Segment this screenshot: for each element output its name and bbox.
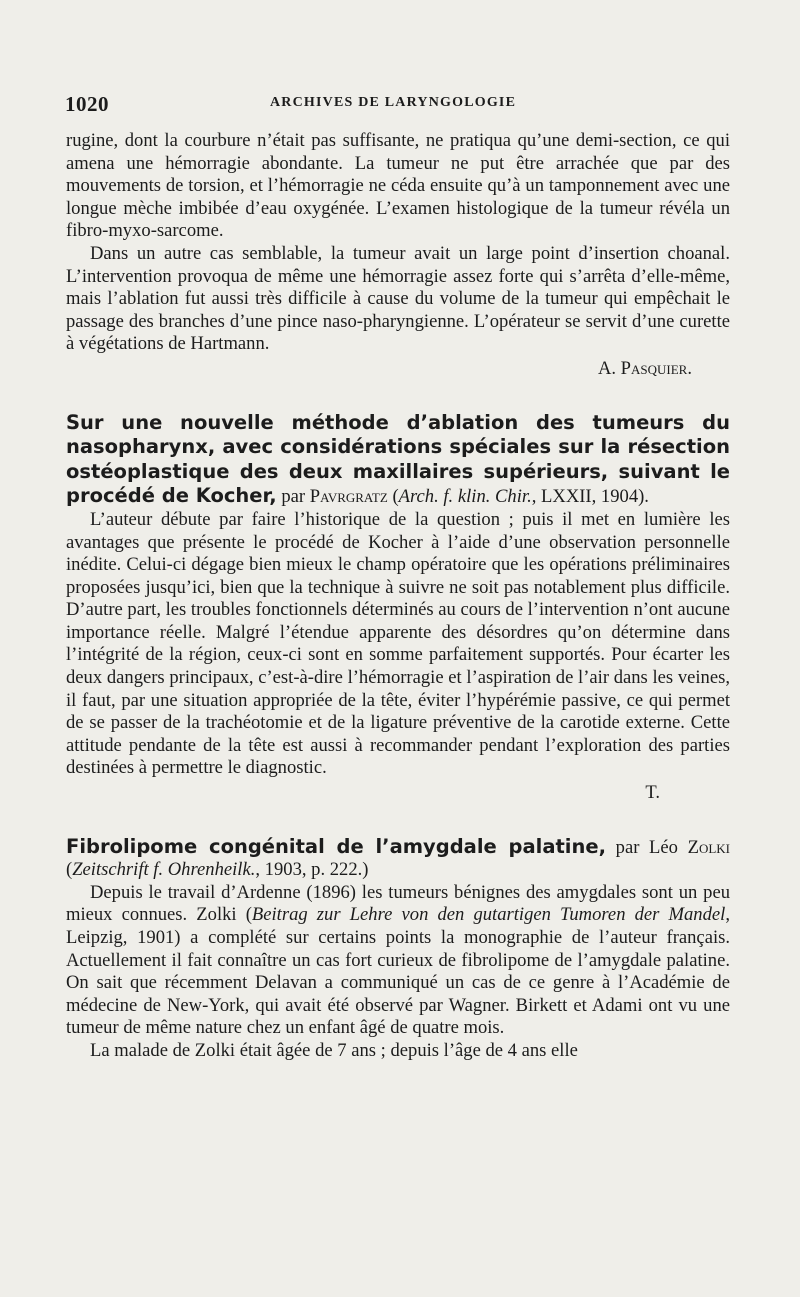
article-author: Pavrgratz [309,486,388,508]
section-gap [66,805,730,835]
paragraph-text: Depuis le travail d’Ardenne (1896) les tumeurs bénignes des amygdales sont un peu mieux connues. Zolki ( [66,881,730,926]
article-author: Zolki [687,836,731,858]
paragraph-text: , Leipzig, 1901) a complété sur certains points la monographie de l’auteur français. Actuellement il fait connaître un cas fort curieux de fibrolipome de l’amygdale palatine. On sait que récemment Delavan a communiqué un cas de ce genre à l’Académie de médecine de New-York, qui avait été observé par Wagner. Birkett et Adami ont vu une tumeur de même nature chez un enfant âgé de quatre mois. [66,904,730,1039]
author-first-name: Léo [649,836,678,858]
running-head: ARCHIVES DE LARYNGOLOGIE [270,95,517,110]
by-word: par [281,486,306,508]
section-gap [66,381,730,411]
signature: T. [645,782,660,804]
paragraph [66,882,730,1040]
article-heading [66,411,730,509]
source-open: ( [392,486,399,508]
page-body [66,130,730,1063]
article-title: Fibrolipome congénital de l’amygdale palatine, [66,834,607,858]
cited-work-title: Beitrag zur Lehre von den gutartigen Tumoren der Mandel [251,904,726,926]
page-number: 1020 [65,92,109,116]
paragraph: La malade de Zolki était âgée de 7 ans ; depuis l’âge de 4 ans elle [90,1039,578,1061]
source-journal: Arch. f. klin. Chir. [398,486,532,508]
source-open: ( [66,859,73,881]
paragraph: Dans un autre cas semblable, la tumeur avait un large point d’insertion choanal. L’intervention provoqua de même une hémorragie assez forte qui s’arrêta d’elle-même, mais l’ablation fut aussi très difficile à cause du volume de la tumeur qui empêchait le passage des branches d’une pince naso-pharyngienne. L’opérateur se servit d’une curette à végétations de Hartmann. [66,242,730,355]
paragraph: L’auteur débute par faire l’historique de la question ; puis il met en lumière les avantages que présente le procédé de Kocher à l’aide d’une observation personnelle inédite. Celui-ci dégage bien mieux le champ opératoire que les opérations préliminaires proposées jusqu’ici, bien que la technique à suivre ne soit pas notablement plus difficile. D’autre part, les troubles fonctionnels déterminés au cours de l’intervention n’ont aucune importance réelle. Malgré l’étendue apparente des désordres qu’on détermine dans l’intégrité de la région, ceux-ci sont en somme parfaitement supportés. Pour écarter les deux dangers principaux, c’est-à-dire l’hémorragie et l’aspiration de l’air dans les veines, il faut, par une situation appropriée de la tête, éviter l’hypérémie passive, ce qui permet de se passer de la trachéotomie et de la ligature préventive de la carotide externe. Cette attitude pendante de la tête est aussi à recommander pendant l’exploration des parties destinées à permettre le diagnostic. [66,508,730,779]
paragraph: rugine, dont la courbure n’était pas suffisante, ne pratiqua qu’une demi-section, ce qui amena une hémorragie abondante. La tumeur ne put être arrachée que par des mouvements de torsion, et l’hémorragie ne céda ensuite qu’à un tamponnement avec une longue mèche imbibée d’eau oxygénée. L’examen histologique de la tumeur révéla un fibro-myxo-sarcome. [66,130,730,242]
source-details: , 1903, p. 222.) [255,859,369,881]
signature: A. Pasquier. [597,357,692,379]
by-word: par [615,836,640,858]
source-details: , LXXII, 1904). [531,486,649,508]
article-heading [66,835,730,882]
page-header [65,92,735,116]
article-title: Sur une nouvelle méthode d’ablation des tumeurs du nasopharynx, avec considérations spéciales sur la résection ostéoplastique des deux maxillaires supérieurs, suivant le procédé de Kocher, [66,410,730,508]
source-journal: Zeitschrift f. Ohrenheilk. [72,859,256,881]
